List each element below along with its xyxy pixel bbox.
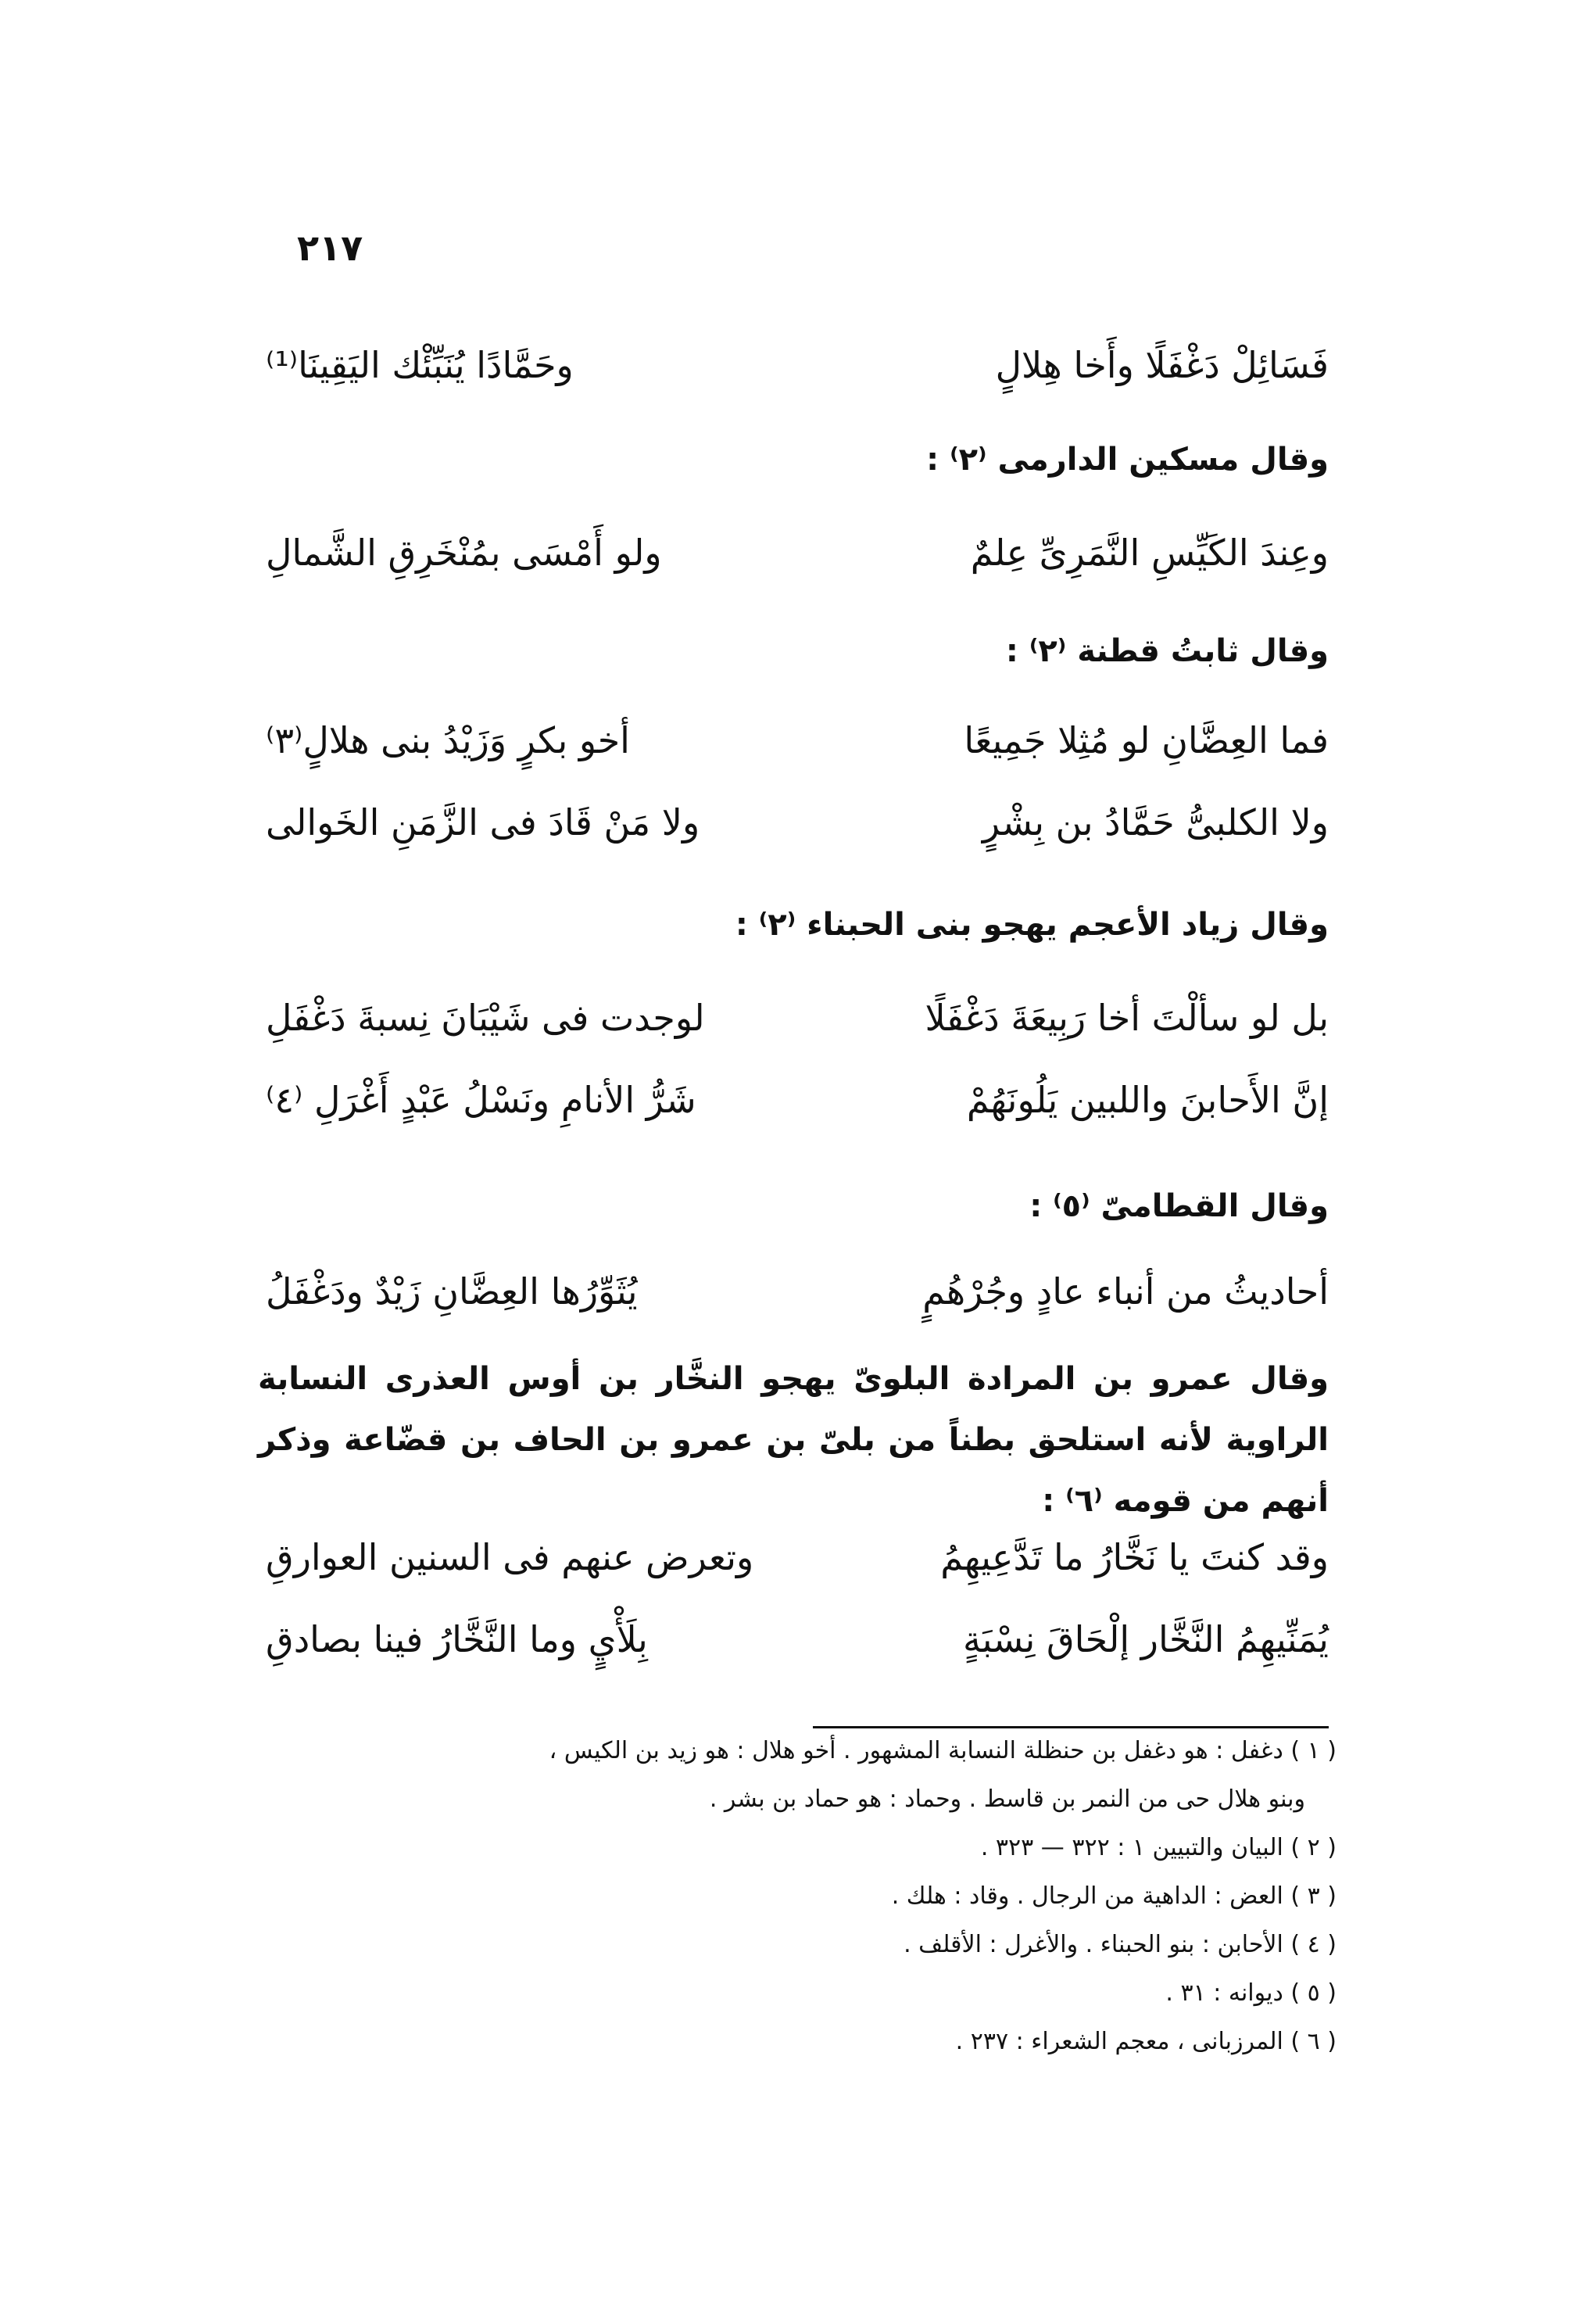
verse-second-hemistich: وحَمَّادًا يُنَبِّئْك اليَقِينَا⁽¹⁾ xyxy=(266,344,574,386)
verse-second-hemistich: ولو أَمْسَى بمُنْخَرِقِ الشَّمالِ xyxy=(266,532,662,574)
verse-first-hemistich: أحاديثُ من أنباء عادٍ وجُرْهُمٍ xyxy=(922,1270,1329,1313)
verse-second-hemistich: ولا مَنْ قَادَ فى الزَّمَنِ الخَوالى xyxy=(266,801,700,843)
verse-line xyxy=(266,997,1329,1067)
verse-first-hemistich: إنَّ الأَحابنَ واللبين يَلُونَهُمْ xyxy=(966,1079,1329,1121)
footnote: ( ٥ ) ديوانه : ٣١ . xyxy=(1165,1979,1337,2007)
poem-introduction: وقال زياد الأعجم يهجو بنى الحبناء ⁽٢⁾ : xyxy=(735,907,1329,943)
footnote-continuation: وبنو هلال حى من النمر بن قاسط . وحماد : هو حماد بن بشر . xyxy=(709,1785,1305,1813)
verse-second-hemistich: وتعرض عنهم فى السنين العوارقِ xyxy=(266,1536,754,1578)
footnote: ( ٣ ) العض : الداهية من الرجال . وقاد : هلك . xyxy=(891,1882,1337,1910)
verse-first-hemistich: بل لو سألْتَ أخا رَبِيعَةَ دَغْفَلًا xyxy=(925,997,1329,1039)
verse-first-hemistich: فما العِضَّانِ لو مُثِلا جَمِيعًا xyxy=(964,719,1329,761)
poem-introduction: وقال مسكين الدارمى ⁽٢⁾ : xyxy=(926,442,1329,478)
footnote: ( ٢ ) البيان والتبيين ١ : ٣٢٢ — ٣٢٣ . xyxy=(980,1834,1337,1861)
verse-first-hemistich: وقد كنتَ يا نَخَّارُ ما تَدَّعِيهِمُ xyxy=(940,1536,1329,1578)
verse-line xyxy=(266,1270,1329,1341)
verse-line xyxy=(266,344,1329,414)
verse-line xyxy=(266,532,1329,602)
poem-introduction: وقال ثابتُ قطنة ⁽٢⁾ : xyxy=(1005,633,1329,669)
footnote: ( ٤ ) الأحابن : بنو الحبناء . والأغرل : الأقلف . xyxy=(904,1931,1337,1958)
verse-second-hemistich: لوجدت فى شَيْبَانَ نِسبةَ دَغْفَلِ xyxy=(266,997,705,1039)
verse-second-hemistich: يُثَوِّرُها العِضَّانِ زَيْدٌ ودَغْفَلُ xyxy=(266,1270,638,1313)
verse-line xyxy=(266,1618,1329,1689)
verse-line xyxy=(266,1079,1329,1149)
verse-second-hemistich: بِلَأْيٍ وما النَّخَّارُ فينا بصادقِ xyxy=(266,1618,648,1660)
verse-first-hemistich: يُمَنِّيهِمُ النَّخَّار إلْحَاقَ نِسْبَةٍ xyxy=(962,1618,1329,1660)
footnote: ( ١ ) دغفل : هو دغفل بن حنظلة النسابة المشهور . أخو هلال : هو زيد بن الكيس ، xyxy=(549,1737,1337,1764)
verse-line xyxy=(266,719,1329,790)
verse-second-hemistich: أخو بكرٍ وَزَيْدُ بنى هلالٍ⁽٣⁾ xyxy=(266,719,630,761)
footnote: ( ٦ ) المرزبانى ، معجم الشعراء : ٢٣٧ . xyxy=(955,2028,1337,2055)
verse-first-hemistich: فَسَائِلْ دَغْفَلًا وأَخا هِلالٍ xyxy=(995,344,1329,386)
main-text xyxy=(258,0,1329,1720)
prose-paragraph: وقال عمرو بن المرادة البلوىّ يهجو النخَّار بن أوس العذرى النسابة الراوية لأنه استلحق بطناً من بلىّ بن عمرو بن الحاف بن قضّاعة وذكر أنهم من قومه ⁽٦⁾ : xyxy=(258,1361,1329,1519)
verse-second-hemistich: شَرُّ الأنامِ ونَسْلُ عَبْدٍ أَغْرَلِ ⁽٤⁾ xyxy=(266,1079,696,1121)
poem-introduction: وقال القطامىّ ⁽٥⁾ : xyxy=(1029,1188,1329,1224)
verse-first-hemistich: ولا الكلبىُّ حَمَّادُ بن بِشْرٍ xyxy=(982,801,1329,843)
verse-first-hemistich: وعِندَ الكَيِّسِ النَّمَرِىِّ عِلمٌ xyxy=(970,532,1329,574)
footnote-divider xyxy=(813,1726,1329,1728)
verse-line xyxy=(266,1536,1329,1606)
verse-line xyxy=(266,801,1329,872)
page-number: ٢١٧ xyxy=(297,227,363,269)
